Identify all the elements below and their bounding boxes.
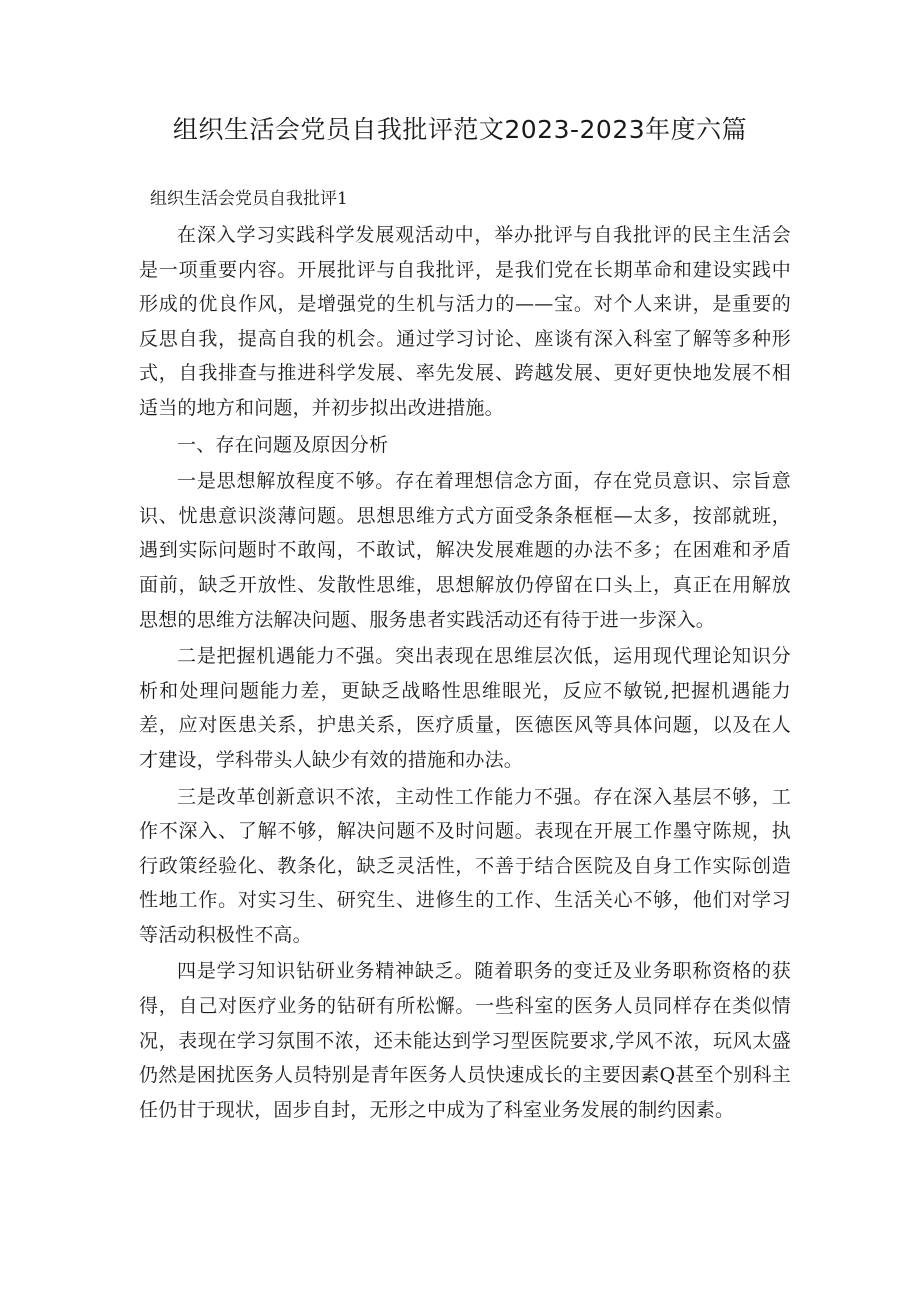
document-body <box>139 218 791 1129</box>
subheading-problems: 一、存在问题及原因分析 <box>177 433 389 456</box>
document-title: 组织生活会党员自我批评范文2023-2023年度六篇 <box>172 115 748 144</box>
section-heading: 组织生活会党员自我批评1 <box>150 189 348 209</box>
paragraph-point-4: 四是学习知识钻研业务精神缺乏。随着职务的变迁及业务职称资格的获得，自己对医疗业务的钻研有所松懈。一些科室的医务人员同样存在类似情况，表现在学习氛围不浓，还未能达到学习型医院要求,学风不浓，玩风太盛仍然是困扰医务人员特别是青年医务人员快速成长的主要因素Q甚至个别科主任仍甘于现状，固步自封，无形之中成为了科室业务发展的制约因素。 <box>139 960 791 1121</box>
paragraph-point-1: 一是思想解放程度不够。存在着理想信念方面，存在党员意识、宗旨意识、忧患意识淡薄问题。思想思维方式方面受条条框框—太多，按部就班，遇到实际问题时不敢闯，不敢试，解决发展难题的办法不多；在困难和矛盾面前，缺乏开放性、发散性思维，思想解放仍停留在口头上，真正在用解放思想的思维方法解决问题、服务患者实践活动还有待于进一步深入。 <box>139 470 791 631</box>
paragraph-point-2: 二是把握机遇能力不强。突出表现在思维层次低，运用现代理论知识分析和处理问题能力差，更缺乏战略性思维眼光，反应不敏锐,把握机遇能力差，应对医患关系，护患关系，医疗质量，医德医风等具体问题，以及在人才建设，学科带头人缺少有效的措施和办法。 <box>139 645 791 771</box>
paragraph-point-3: 三是改革创新意识不浓，主动性工作能力不强。存在深入基层不够，工作不深入、了解不够，解决问题不及时问题。表现在开展工作墨守陈规，执行政策经验化、教条化，缺乏灵活性，不善于结合医院及自身工作实际创造性地工作。对实习生、研究生、进修生的工作、生活关心不够，他们对学习等活动积极性不高。 <box>139 785 791 946</box>
intro-paragraph: 在深入学习实践科学发展观活动中，举办批评与自我批评的民主生活会是一项重要内容。开展批评与自我批评，是我们党在长期革命和建设实践中形成的优良作风，是增强党的生机与活力的——宝。对个人来讲，是重要的反思自我，提高自我的机会。通过学习讨论、座谈有深入科室了解等多种形式，自我排查与推进科学发展、率先发展、跨越发展、更好更快地发展不相适当的地方和问题，并初步拟出改进措施。 <box>139 224 791 419</box>
